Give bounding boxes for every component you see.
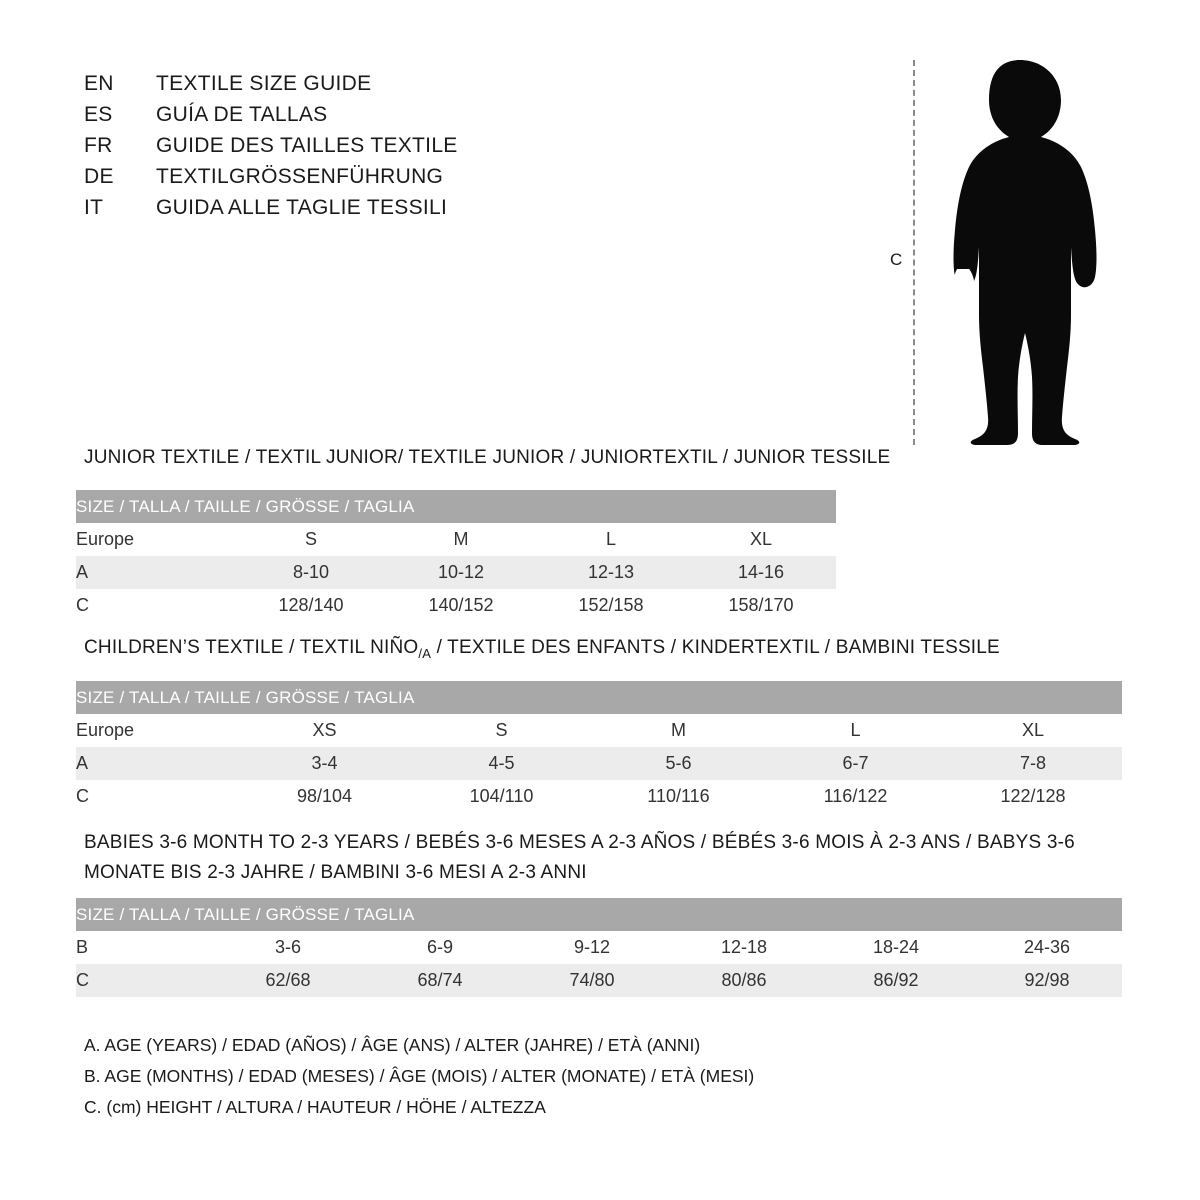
row-value: S — [236, 523, 386, 556]
row-value: 98/104 — [236, 780, 413, 813]
table-header-label: SIZE / TALLA / TAILLE / GRÖSSE / TAGLIA — [76, 681, 1122, 714]
measure-label-c: C — [890, 250, 903, 269]
row-value: XL — [686, 523, 836, 556]
row-value: 8-10 — [236, 556, 386, 589]
table-row — [76, 931, 1122, 964]
table-row — [76, 747, 1122, 780]
row-value: 7-8 — [944, 747, 1122, 780]
row-value: 104/110 — [413, 780, 590, 813]
row-value: 62/68 — [212, 964, 364, 997]
row-value: 128/140 — [236, 589, 386, 622]
table-header-row — [76, 898, 1122, 931]
row-value: 12-13 — [536, 556, 686, 589]
row-value: 92/98 — [972, 964, 1122, 997]
language-row — [84, 72, 684, 103]
row-value: 122/128 — [944, 780, 1122, 813]
table-row — [76, 964, 1122, 997]
table-header-label: SIZE / TALLA / TAILLE / GRÖSSE / TAGLIA — [76, 898, 1122, 931]
section-title-junior: JUNIOR TEXTILE / TEXTIL JUNIOR/ TEXTILE JUNIOR / JUNIORTEXTIL / JUNIOR TESSILE — [84, 447, 891, 468]
row-value: 12-18 — [668, 931, 820, 964]
row-label: C — [76, 589, 236, 622]
row-value: 6-7 — [767, 747, 944, 780]
language-title: TEXTILGRÖSSENFÜHRUNG — [156, 165, 444, 188]
row-value: 14-16 — [686, 556, 836, 589]
row-value: 110/116 — [590, 780, 767, 813]
language-title: TEXTILE SIZE GUIDE — [156, 72, 372, 95]
table-row — [76, 523, 836, 556]
table-row — [76, 589, 836, 622]
row-value: 80/86 — [668, 964, 820, 997]
language-row — [84, 196, 684, 227]
row-label: Europe — [76, 523, 236, 556]
language-code: ES — [84, 103, 113, 126]
language-code: DE — [84, 165, 114, 188]
language-code: IT — [84, 196, 104, 219]
row-label: Europe — [76, 714, 236, 747]
child-silhouette-icon — [925, 55, 1115, 445]
row-value: 4-5 — [413, 747, 590, 780]
row-value: 116/122 — [767, 780, 944, 813]
section-title-children — [84, 637, 1000, 661]
section-title-babies: BABIES 3-6 MONTH TO 2-3 YEARS / BEBÉS 3-6 MESES A 2-3 AÑOS / BÉBÉS 3-6 MOIS À 2-3 ANS / BABYS 3-6 MONATE BIS 2-3 JAHRE / BAMBINI 3-6 MESI A 2-3 ANNI — [84, 832, 1075, 883]
table-row — [76, 556, 836, 589]
row-value: M — [386, 523, 536, 556]
babies-size-table — [76, 898, 1122, 997]
row-label: A — [76, 747, 236, 780]
language-row — [84, 165, 684, 196]
table-header-row — [76, 681, 1122, 714]
legend-line-c: C. (cm) HEIGHT / ALTURA / HAUTEUR / HÖHE / ALTEZZA — [84, 1097, 546, 1117]
row-value: L — [536, 523, 686, 556]
row-label: B — [76, 931, 212, 964]
language-code: EN — [84, 72, 114, 95]
section-title-children-rest: / TEXTILE DES ENFANTS / KINDERTEXTIL / BAMBINI TESSILE — [431, 637, 1000, 658]
row-label: A — [76, 556, 236, 589]
language-row — [84, 103, 684, 134]
row-value: XS — [236, 714, 413, 747]
row-value: 86/92 — [820, 964, 972, 997]
row-value: XL — [944, 714, 1122, 747]
language-row — [84, 134, 684, 165]
row-value: 68/74 — [364, 964, 516, 997]
section-title-children-main: CHILDREN’S TEXTILE / TEXTIL NIÑO — [84, 637, 419, 658]
language-title: GUÍA DE TALLAS — [156, 103, 328, 126]
row-value: 6-9 — [364, 931, 516, 964]
row-value: 10-12 — [386, 556, 536, 589]
row-value: 24-36 — [972, 931, 1122, 964]
row-value: 3-6 — [212, 931, 364, 964]
row-value: 9-12 — [516, 931, 668, 964]
row-value: 152/158 — [536, 589, 686, 622]
language-title: GUIDA ALLE TAGLIE TESSILI — [156, 196, 448, 219]
row-value: M — [590, 714, 767, 747]
table-header-row — [76, 490, 836, 523]
child-silhouette-figure — [880, 55, 1120, 445]
height-measure-line — [913, 60, 915, 445]
table-header-label: SIZE / TALLA / TAILLE / GRÖSSE / TAGLIA — [76, 490, 836, 523]
legend-line-a: A. AGE (YEARS) / EDAD (AÑOS) / ÂGE (ANS) / ALTER (JAHRE) / ETÀ (ANNI) — [84, 1035, 701, 1055]
junior-size-table — [76, 490, 836, 622]
children-size-table — [76, 681, 1122, 813]
row-value: 158/170 — [686, 589, 836, 622]
table-row — [76, 714, 1122, 747]
row-label: C — [76, 964, 212, 997]
row-value: 74/80 — [516, 964, 668, 997]
row-value: 18-24 — [820, 931, 972, 964]
language-title-block — [84, 72, 684, 227]
language-code: FR — [84, 134, 113, 157]
table-row — [76, 780, 1122, 813]
row-value: 3-4 — [236, 747, 413, 780]
language-title: GUIDE DES TAILLES TEXTILE — [156, 134, 458, 157]
legend-block — [84, 1030, 754, 1123]
row-value: L — [767, 714, 944, 747]
row-value: 5-6 — [590, 747, 767, 780]
section-title-children-sub: /A — [418, 645, 432, 661]
row-label: C — [76, 780, 236, 813]
row-value: S — [413, 714, 590, 747]
legend-line-b: B. AGE (MONTHS) / EDAD (MESES) / ÂGE (MOIS) / ALTER (MONATE) / ETÀ (MESI) — [84, 1066, 755, 1086]
row-value: 140/152 — [386, 589, 536, 622]
